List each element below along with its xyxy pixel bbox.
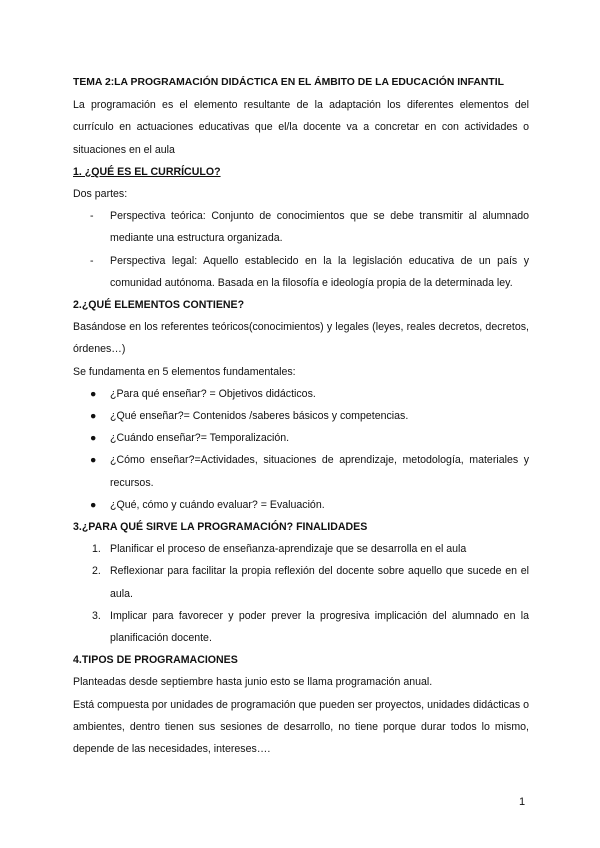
list-item [73,605,529,649]
list-item [73,383,529,405]
list-item-text: ¿Qué enseñar?= Contenidos /saberes básicos y competencias. [110,410,409,423]
dash-marker: - [90,254,94,267]
list-item [73,449,529,493]
list-item-text: Planificar el proceso de enseñanza-aprendizaje que se desarrolla en el aula [110,543,467,556]
list-number: 2. [92,565,101,578]
bullet-icon: ● [90,387,97,400]
list-item-text: ¿Qué, cómo y cuándo evaluar? = Evaluación. [110,498,325,511]
list-item-text: Implicar para favorecer y poder prever la progresiva implicación del alumnado en la planificación docente. [110,609,529,645]
bullet-icon: ● [90,454,97,467]
intro-paragraph: La programación es el elemento resultante de la adaptación los diferentes elementos del currículo en actuaciones educativas que el/la docente va a concretar en con actividades o situaciones en el aula [73,99,529,156]
list-item-text: Perspectiva teórica: Conjunto de conocimientos que se debe transmitir al alumnado mediante una estructura organizada. [110,210,529,245]
list-number: 3. [92,609,101,622]
section-2-heading: 2.¿QUÉ ELEMENTOS CONTIENE? [73,299,245,312]
section-1-lead: Dos partes: [73,188,128,201]
document-body [73,72,529,760]
bullet-icon: ● [90,432,97,445]
section-1-heading: 1. ¿QUÉ ES EL CURRÍCULO? [73,165,221,178]
list-item-text: ¿Cuándo enseñar?= Temporalización. [110,432,290,445]
list-item-text: Perspectiva legal: Aquello establecido en la la legislación educativa de un país y comunidad autónoma. Basada en la filosofía e ideología propia de la determinada ley. [110,254,529,289]
list-item-text: ¿Para qué enseñar? = Objetivos didácticos. [110,387,316,400]
list-item [73,538,529,560]
list-number: 1. [92,543,101,556]
page-number: 1 [519,796,526,808]
list-item-text: ¿Cómo enseñar?=Actividades, situaciones de aprendizaje, metodología, materiales y recursos. [110,454,529,489]
list-item [73,205,529,249]
section-2-lead-2: Se fundamenta en 5 elementos fundamentales: [73,365,296,378]
section-2-lead: Basándose en los referentes teóricos(conocimientos) y legales (leyes, reales decretos, decretos, órdenes…) [73,321,529,356]
list-item [73,405,529,427]
section-4-heading: 4.TIPOS DE PROGRAMACIONES [73,654,238,667]
list-item [73,250,529,294]
list-item [73,427,529,449]
bullet-icon: ● [90,498,97,511]
document-title: TEMA 2:LA PROGRAMACIÓN DIDÁCTICA EN EL ÁMBITO DE LA EDUCACIÓN INFANTIL [73,77,505,88]
section-3-heading: 3.¿PARA QUÉ SIRVE LA PROGRAMACIÓN? FINALIDADES [73,521,368,534]
list-item-text: Reflexionar para facilitar la propia reflexión del docente sobre aquello que sucede en el aula. [110,565,529,600]
list-item [73,560,529,604]
bullet-icon: ● [90,410,97,423]
list-item [73,494,529,516]
dash-marker: - [90,210,94,223]
section-4-paragraph-1: Planteadas desde septiembre hasta junio esto se llama programación anual. [73,676,433,689]
section-4-paragraph-2: Está compuesta por unidades de programación que pueden ser proyectos, unidades didácticas o ambientes, dentro tienen sus sesiones de desarrollo, no tiene porque durar todos lo mismo, depende de las necesidades, intereses…. [73,698,529,756]
